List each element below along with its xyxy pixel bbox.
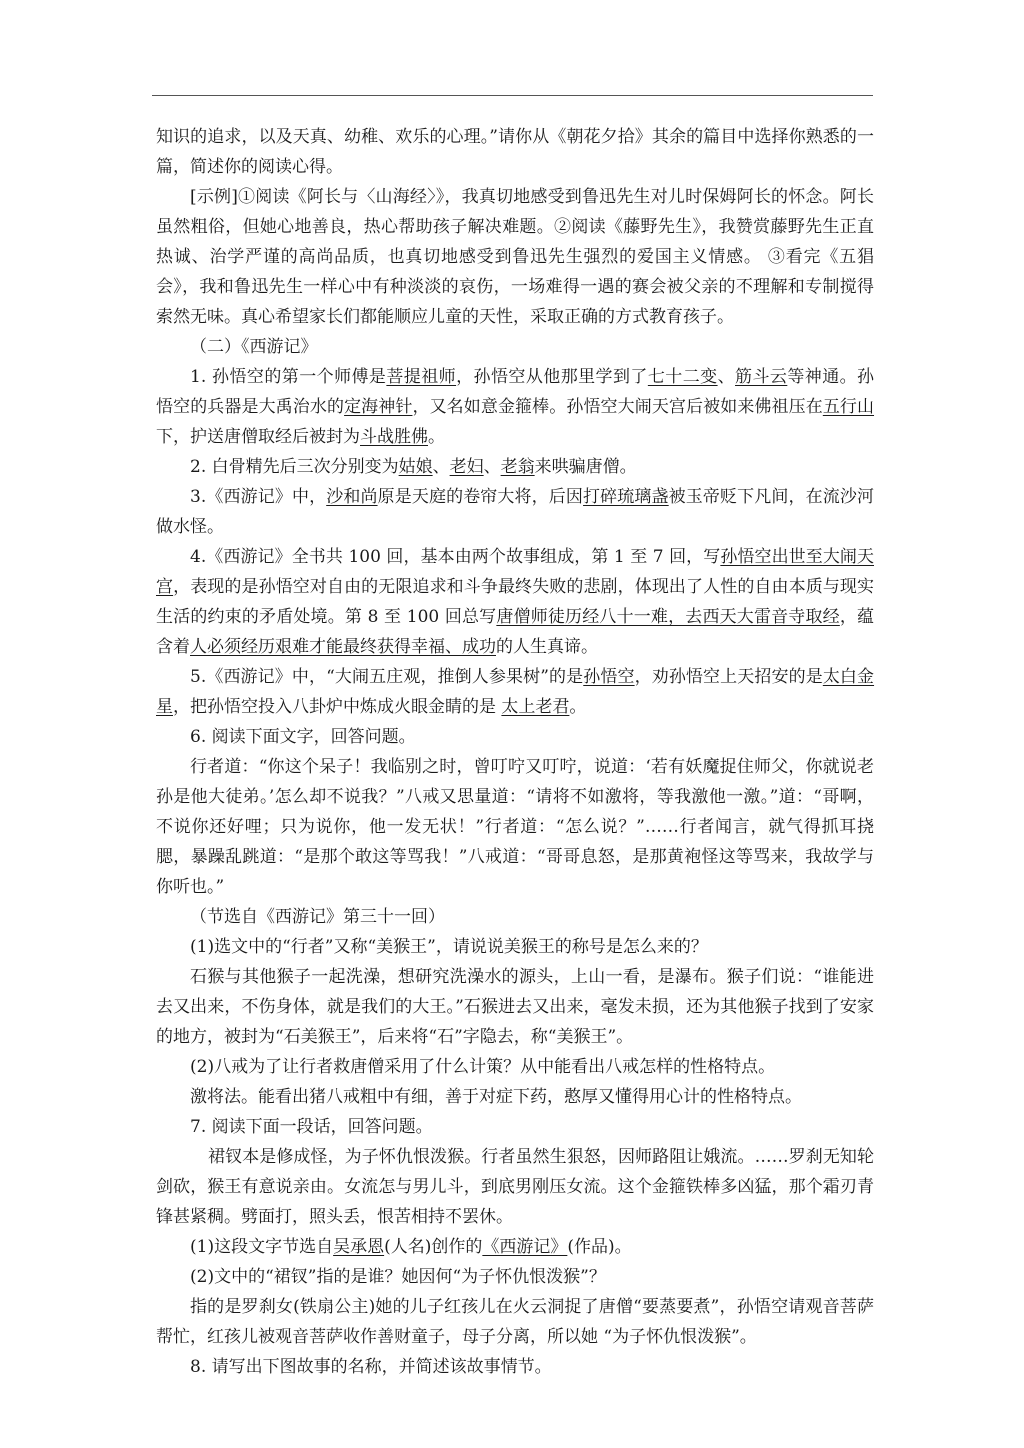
question-4: 4.《西游记》全书共 100 回，基本由两个故事组成，第 1 至 7 回，写孙悟空出世至大闹天宫，表现的是孙悟空对自由的无限追求和斗争最终失败的悲剧，体现出了人性的自由本质与现实生活的约束的矛盾处境。第 8 至 100 回总写唐僧师徒历经八十一难，去西天大雷音寺取经，蕴含着人必须经历艰难才能最终获得幸福、成功的人生真谛。 (156, 547, 875, 657)
sub-question: (1)选文中的“行者”又称“美猴王”，请说说美猴王的称号是怎么来的？ (190, 937, 708, 957)
question-8: 8. 请写出下图故事的名称，并简述该故事情节。 (190, 1357, 552, 1377)
passage-source: （节选自《西游记》第三十一回） (190, 907, 445, 927)
answer: 石猴与其他猴子一起洗澡，想研究洗澡水的源头，上山一看，是瀑布。猴子们说：“谁能进去又出来，不伤身体，就是我们的大王。”石猴进去又出来，毫发未损，还为其他猴子找到了安家的地方，被封为“石美猴王”，后来将“石”字隐去，称“美猴王”。 (156, 967, 874, 1047)
sub-question: (1)这段文字节选自吴承恩(人名)创作的《西游记》(作品)。 (190, 1237, 632, 1257)
sub-question: (2)文中的“裙钗”指的是谁？她因何“为子怀仇恨泼猴”？ (190, 1267, 606, 1287)
document-body (156, 122, 874, 1382)
sub-question: (2)八戒为了让行者救唐僧采用了什么计策？从中能看出八戒怎样的性格特点。 (190, 1057, 776, 1077)
question-5: 5.《西游记》中，“大闹五庄观，推倒人参果树”的是孙悟空，劝孙悟空上天招安的是太白金星，把孙悟空投入八卦炉中炼成火眼金睛的是 太上老君。 (156, 667, 875, 717)
header-rule (152, 95, 873, 96)
question-3: 3.《西游记》中，沙和尚原是天庭的卷帘大将，后因打碎琉璃盏被玉帝贬下凡间，在流沙河做水怪。 (156, 487, 875, 537)
paragraph: 知识的追求，以及天真、幼稚、欢乐的心理。”请你从《朝花夕拾》其余的篇目中选择你熟悉的一篇，简述你的阅读心得。 (156, 127, 874, 177)
question-2: 2. 白骨精先后三次分别变为姑娘、老妇、老翁来哄骗唐僧。 (190, 457, 637, 477)
section-heading: （二）《西游记》 (190, 337, 318, 357)
answer: 指的是罗刹女(铁扇公主)她的儿子红孩儿在火云洞捉了唐僧“要蒸要煮”，孙悟空请观音菩萨帮忙，红孩儿被观音菩萨收作善财童子，母子分离，所以她 “为子怀仇恨泼猴”。 (156, 1297, 874, 1347)
question-7: 7. 阅读下面一段话，回答问题。 (190, 1117, 433, 1137)
paragraph: [示例]①阅读《阿长与〈山海经〉》，我真切地感受到鲁迅先生对儿时保姆阿长的怀念。阿长虽然粗俗，但她心地善良，热心帮助孩子解决难题。②阅读《藤野先生》，我赞赏藤野先生正直热诚、治学严谨的高尚品质，也真切地感受到鲁迅先生强烈的爱国主义情感。 ③看完《五猖会》，我和鲁迅先生一样心中有种淡淡的哀伤，一场难得一遇的赛会被父亲的不理解和专制搅得索然无味。真心希望家长们都能顺应儿童的天性，采取正确的方式教育孩子。 (156, 187, 874, 327)
answer: 激将法。能看出猪八戒粗中有细，善于对症下药，憨厚又懂得用心计的性格特点。 (190, 1087, 802, 1107)
passage: 裙钗本是修成怪，为子怀仇恨泼猴。行者虽然生狠怒，因师路阻让娥流。……罗刹无知轮剑砍，猴王有意说亲由。女流怎与男儿斗，到底男刚压女流。这个金箍铁棒多凶猛，那个霜刃青锋甚紧稠。劈面打，照头丢，恨苦相持不罢休。 (156, 1147, 874, 1227)
question-6: 6. 阅读下面文字，回答问题。 (190, 727, 416, 747)
passage: 行者道：“你这个呆子！我临别之时，曾叮咛又叮咛，说道：‘若有妖魔捉住师父，你就说老孙是他大徒弟。’怎么却不说我？”八戒又思量道：“请将不如激将，等我激他一激。”道：“哥啊，不说你还好哩；只为说你，他一发无状！”行者道：“怎么说？”……行者闻言，就气得抓耳挠腮，暴躁乱跳道：“是那个敢这等骂我！”八戒道：“哥哥息怒，是那黄袍怪这等骂来，我故学与你听也。” (156, 757, 874, 897)
question-1: 1. 孙悟空的第一个师傅是菩提祖师，孙悟空从他那里学到了七十二变、筋斗云等神通。孙悟空的兵器是大禹治水的定海神针，又名如意金箍棒。孙悟空大闹天宫后被如来佛祖压在五行山下，护送唐僧取经后被封为斗战胜佛。 (156, 367, 875, 447)
